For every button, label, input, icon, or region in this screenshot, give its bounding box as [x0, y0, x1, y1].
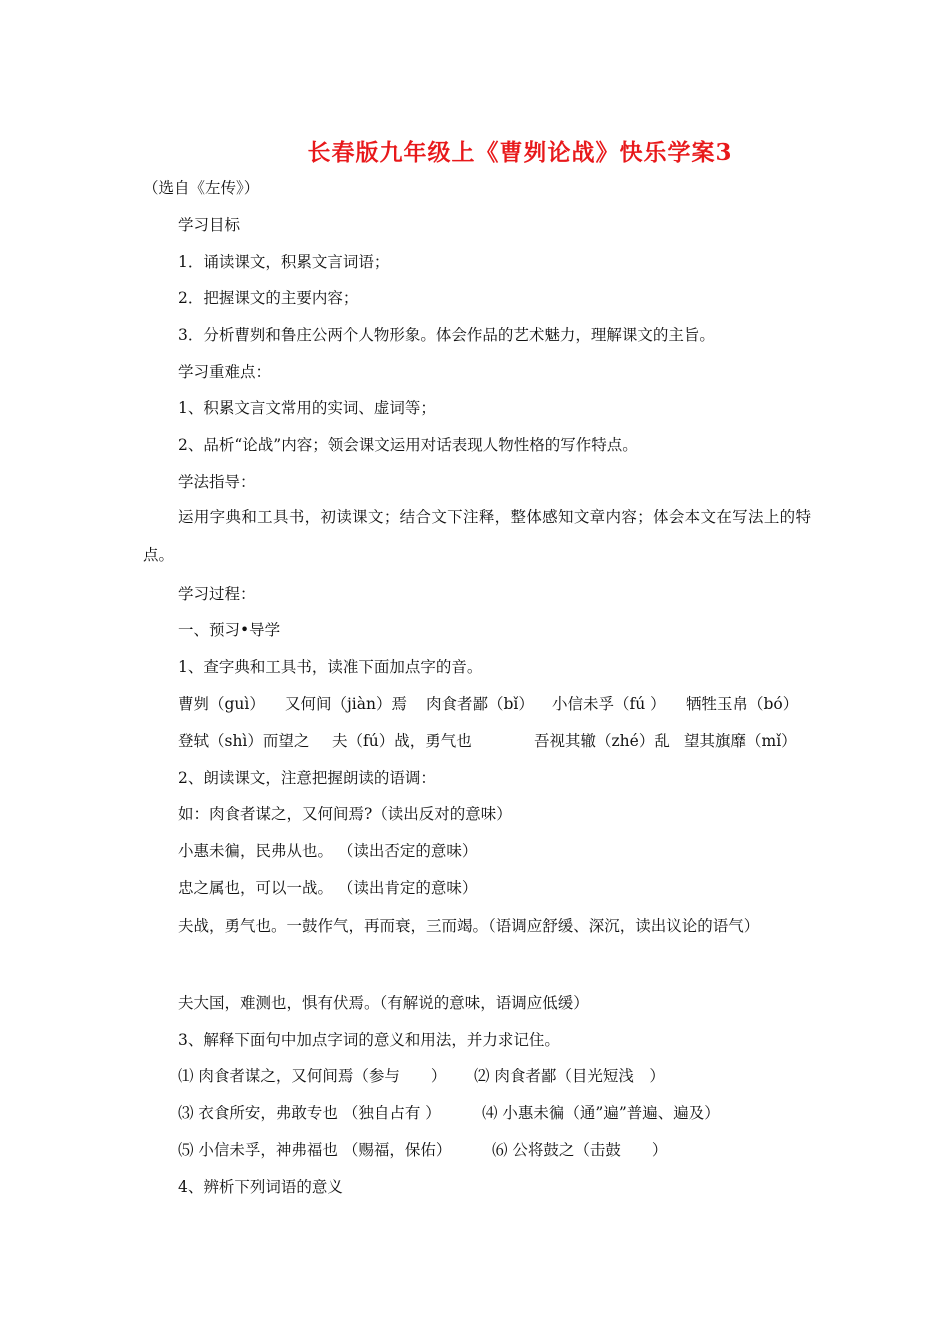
- explain-item: ⑷ 小惠未徧（通”遍”普遍、遍及）: [482, 1104, 720, 1122]
- question-4: 4、辨析下列词语的意义: [178, 1178, 343, 1196]
- pinyin-item: 望其旗靡（mǐ）: [684, 732, 797, 750]
- source-note: （选自《左传》）: [143, 179, 260, 197]
- goal-item: 1．诵读课文，积累文言词语；: [178, 253, 390, 271]
- pinyin-item: 肉食者鄙（bǐ）: [426, 695, 534, 713]
- tone-line: 夫大国，难测也，惧有伏焉。（有解说的意味，语调应低缓）: [178, 994, 589, 1012]
- explain-item: ⑶ 衣食所安，弗敢专也 （独自占有 ）: [178, 1104, 441, 1122]
- explain-item: ⑴ 肉食者谋之，又何间焉（参与 ）: [178, 1067, 447, 1085]
- tone-paragraph: 夫战，勇气也。一鼓作气，再而衰，三而竭。（语调应舒缓、深沉，读出议论的语气）: [178, 917, 760, 935]
- goal-item: 2．把握课文的主要内容；: [178, 289, 359, 307]
- question-3: 3、解释下面句中加点字词的意义和用法，并力求记住。: [178, 1031, 560, 1049]
- pinyin-item: 牺牲玉帛（bó）: [686, 695, 799, 713]
- pinyin-item: 夫（fú）战，勇气也: [332, 732, 472, 750]
- tone-line: 忠之属也，可以一战。 （读出肯定的意味）: [178, 879, 478, 897]
- tone-line: 小惠未徧，民弗从也。 （读出否定的意味）: [178, 842, 478, 860]
- explain-item: ⑸ 小信未孚，神弗福也 （赐福，保佑）: [178, 1141, 452, 1159]
- explain-item: ⑵ 肉食者鄙（目光短浅 ）: [474, 1067, 665, 1085]
- key-point: 1、积累文言文常用的实词、虚词等；: [178, 399, 436, 417]
- pinyin-item: 又何间（jiàn）焉: [285, 695, 407, 713]
- tone-line: 如：肉食者谋之，又何间焉?（读出反对的意味）: [178, 805, 512, 823]
- goals-heading: 学习目标: [178, 216, 241, 234]
- question-2: 2、朗读课文，注意把握朗读的语调：: [178, 769, 436, 787]
- method-paragraph: 运用字典和工具书，初读课文；结合文下注释，整体感知文章内容；体会本文在写法上的特点。: [143, 508, 811, 564]
- key-point: 2、品析“论战”内容；领会课文运用对话表现人物性格的写作特点。: [178, 436, 638, 454]
- method-heading: 学法指导：: [178, 473, 256, 491]
- explain-item: ⑹ 公将鼓之（击鼓 ）: [492, 1141, 668, 1159]
- question-1: 1、查字典和工具书，读准下面加点字的音。: [178, 658, 483, 676]
- pinyin-item: 登轼（shì）而望之: [178, 732, 310, 750]
- section-heading: 一、预习•导学: [178, 621, 281, 639]
- pinyin-item: 小信未孚（fú ）: [552, 695, 666, 713]
- pinyin-item: 吾视其辙（zhé）乱: [534, 732, 670, 750]
- pinyin-item: 曹刿（guì）: [178, 695, 265, 713]
- key-heading: 学习重难点：: [178, 363, 272, 381]
- goal-item: 3．分析曹刿和鲁庄公两个人物形象。体会作品的艺术魅力，理解课文的主旨。: [178, 326, 715, 344]
- process-heading: 学习过程：: [178, 585, 256, 603]
- page-title: 长春版九年级上《曹刿论战》快乐学案3: [307, 139, 733, 166]
